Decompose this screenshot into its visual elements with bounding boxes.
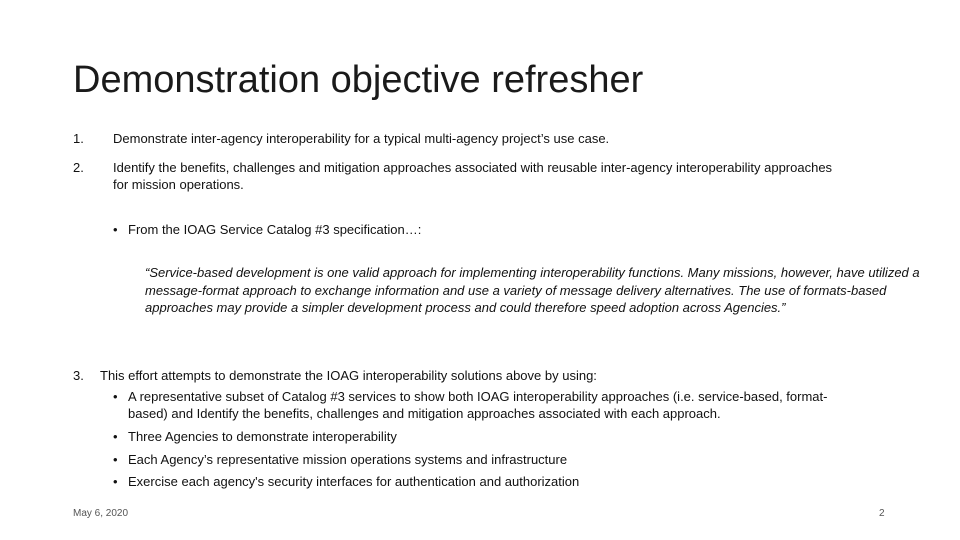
catalog-quote: “Service-based development is one valid approach for implementing interoperability functions. Many missions, however, have utilized a message-format approach to exchange information and use a variety of message delivery alternatives. The use of formats-based approaches may provide a simpler development process and could therefore speed adoption across Agencies.” bbox=[145, 265, 920, 316]
bullet-glyph: • bbox=[113, 389, 118, 404]
objective-1-text: Demonstrate inter-agency interoperability for a typical multi-agency project’s use case. bbox=[113, 131, 610, 146]
bullet-glyph: • bbox=[113, 474, 118, 489]
bullet-glyph: • bbox=[113, 429, 118, 444]
effort-bullet-2: Three Agencies to demonstrate interoperability bbox=[128, 429, 397, 444]
footer-date: May 6, 2020 bbox=[73, 508, 129, 519]
slide-title: Demonstration objective refresher bbox=[73, 59, 644, 101]
bullet-glyph: • bbox=[113, 452, 118, 467]
bullet-glyph: • bbox=[113, 222, 118, 237]
objective-2-number: 2. bbox=[73, 160, 84, 175]
objective-2-text-line2: for mission operations. bbox=[113, 177, 244, 192]
effort-bullet-3: Each Agency’s representative mission operations systems and infrastructure bbox=[128, 452, 568, 467]
effort-bullet-1-line2: based) and Identify the benefits, challenges and mitigation approaches associated with each approach. bbox=[128, 406, 721, 421]
effort-number: 3. bbox=[73, 368, 84, 383]
objective-2-text-line1: Identify the benefits, challenges and mitigation approaches associated with reusable inter-agency interoperability approaches bbox=[113, 160, 833, 175]
catalog-bullet-text: From the IOAG Service Catalog #3 specification…: bbox=[128, 222, 422, 237]
effort-bullet-4: Exercise each agency's security interfaces for authentication and authorization bbox=[128, 474, 580, 489]
effort-text: This effort attempts to demonstrate the IOAG interoperability solutions above by using: bbox=[100, 368, 597, 383]
effort-bullet-1-line1: A representative subset of Catalog #3 services to show both IOAG interoperability approaches (i.e. service-based, format- bbox=[128, 389, 828, 404]
objective-1-number: 1. bbox=[73, 131, 84, 146]
page-number: 2 bbox=[879, 508, 885, 519]
